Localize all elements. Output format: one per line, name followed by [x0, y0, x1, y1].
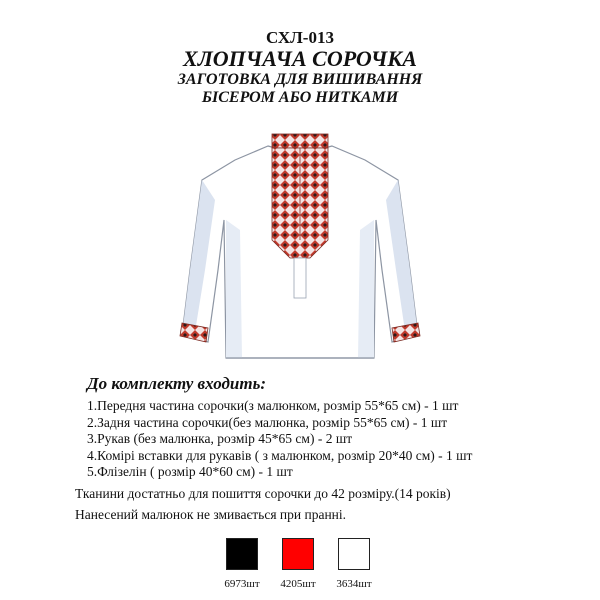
swatch-color — [226, 538, 258, 570]
bead-swatches — [0, 538, 600, 598]
kit-item: 4.Комірі вставки для рукавів ( з малюнком, розмір 20*40 см) - 1 шт — [87, 447, 473, 463]
shirt-image — [160, 120, 440, 370]
kit-item: 1.Передня частина сорочки(з малюнком, розмір 55*65 см) - 1 шт — [87, 398, 459, 413]
subtitle-line-1: ЗАГОТОВКА ДЛЯ ВИШИВАННЯ — [177, 71, 423, 88]
subtitle-line-2: БІСЕРОМ АБО НИТКАМИ — [201, 89, 399, 106]
swatch-count: 4205шт — [280, 578, 316, 590]
swatch-count: 6973шт — [224, 578, 260, 590]
swatch-color — [338, 538, 370, 570]
swatch-black — [220, 538, 264, 590]
wash-note: Нанесений малюнок не змивається при пранні. — [75, 506, 347, 522]
swatch-color — [282, 538, 314, 570]
kit-item: 5.Флізелін ( розмір 40*60 см) - 1 шт — [87, 464, 293, 479]
swatch-count: 3634шт — [336, 578, 372, 590]
fabric-note: Тканини достатньо для пошиття сорочки до 42 розміру.(14 років) — [75, 485, 451, 501]
swatch-red — [276, 538, 320, 590]
product-title: ХЛОПЧАЧА СОРОЧКА — [183, 46, 417, 71]
kit-list — [75, 398, 575, 481]
swatch-white — [332, 538, 376, 590]
header — [0, 28, 600, 107]
shirt-illustration — [160, 120, 440, 370]
kit-item: 2.Задня частина сорочки(без малюнка, розмір 55*65 см) - 1 шт — [87, 414, 448, 430]
kit-heading: До комплекту входить: — [87, 374, 267, 393]
kit-contents — [75, 374, 575, 523]
product-code: СХЛ-013 — [266, 28, 334, 47]
kit-item: 3.Рукав (без малюнка, розмір 45*65 см) - 2 шт — [87, 431, 353, 446]
